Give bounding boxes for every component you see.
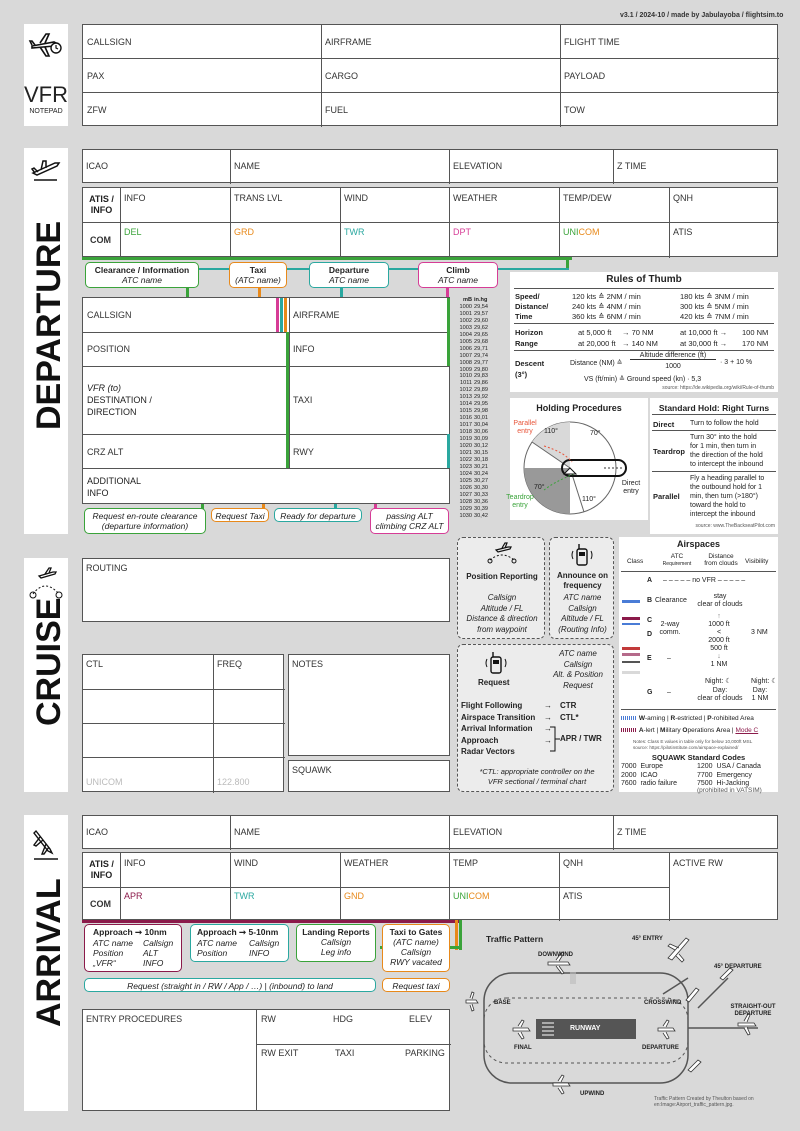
qnh-row: 1010 29,83 <box>459 373 488 380</box>
dep-wind-field[interactable]: WIND <box>344 193 368 203</box>
announce-frequency-card <box>549 537 614 639</box>
traffic-pattern <box>458 928 778 1118</box>
routing-label: ROUTING <box>86 563 128 573</box>
departure-main-grid <box>82 297 450 504</box>
qnh-row: 1027 30,33 <box>459 491 488 498</box>
departure-tag: Departure ATC name <box>309 262 389 288</box>
arr-name-field[interactable]: NAME <box>234 827 261 837</box>
airspace-legend-2: A-lert | Military Operations Area | Mode C <box>621 727 758 734</box>
qnh-row: 1018 30,06 <box>459 429 488 436</box>
airplane-clock-icon <box>28 30 64 60</box>
label-base: BASE <box>494 1000 511 1006</box>
squawk-codes-title: SQUAWK Standard Codes <box>651 753 746 762</box>
class-c: C <box>647 617 653 624</box>
squawk-label: SQUAWK <box>292 765 332 775</box>
rules-title: Rules of Thumb <box>606 274 682 285</box>
tow-field[interactable]: TOW <box>564 105 585 115</box>
request-taxi-arrival-pill: Request taxi <box>382 978 450 992</box>
dep-position-field[interactable]: POSITION <box>87 344 131 354</box>
dep-airframe-field[interactable]: AIRFRAME <box>293 310 340 320</box>
qnh-row: 1025 30,27 <box>459 477 488 484</box>
header-grid <box>82 24 778 126</box>
direct-key: Direct <box>653 420 675 429</box>
qnh-row: 1026 30,30 <box>459 484 488 491</box>
arr-elevation-field[interactable]: ELEVATION <box>453 827 503 837</box>
qnh-row: 1000 29,54 <box>459 303 488 310</box>
class-g-dash: – <box>667 689 671 696</box>
class-d: D <box>647 631 653 638</box>
traffic-pattern-diagram <box>458 928 778 1118</box>
class-a: A <box>647 577 653 584</box>
ctl-label: CTL <box>86 659 104 669</box>
elev-field[interactable]: ELEV <box>409 1014 433 1024</box>
passing-alt-pill: passing ALT climbing CRZ ALT <box>370 508 449 534</box>
radio-icon <box>570 543 594 567</box>
dep-rwy-field[interactable]: RWY <box>293 447 314 457</box>
arr-atis-freq[interactable]: ATIS <box>563 891 583 901</box>
descent-label: Descent (3°) <box>515 359 545 379</box>
logo-title: VFR <box>24 82 68 107</box>
takeoff-icon <box>29 153 63 183</box>
arr-active-rw-field[interactable]: ACTIVE RW <box>673 858 723 868</box>
qnh-row: 1006 29,71 <box>459 345 488 352</box>
qnh-row: 1020 30,12 <box>459 443 488 450</box>
horizon-values: at 5,000 ft → 70 NM at 10,000 ft → 100 NM at 20,000 ft → 140 NM at 30,000 ft → 170 NM <box>578 328 769 348</box>
dep-name-field[interactable]: NAME <box>234 161 261 171</box>
parking-field[interactable]: PARKING <box>405 1048 445 1058</box>
dep-qnh-field[interactable]: QNH <box>673 193 693 203</box>
label-crosswind: CROSSWIND <box>644 1000 682 1006</box>
entry-procedures-label: ENTRY PROCEDURES <box>86 1014 183 1024</box>
speed-label: Speed/ Distance/ Time <box>515 292 549 321</box>
logo-subtitle: NOTEPAD <box>29 108 63 115</box>
teardrop-key: Teardrop <box>653 447 685 456</box>
squawk-field[interactable] <box>288 760 450 792</box>
qnh-row: 1012 29,89 <box>459 387 488 394</box>
parallel-entry-label: Parallel entry <box>513 420 537 435</box>
squawk-codes-right: 1200 USA / Canada 7700 Emergency 7500 Hi-Jacking <box>697 763 761 787</box>
class-g-night1: Night: ☾ <box>705 678 732 685</box>
taxi-to-gates-tag: Taxi to Gates (ATC name) Callsign RWY vacated <box>382 924 450 972</box>
arr-twr-freq[interactable]: TWR <box>234 891 255 901</box>
dep-weather-field[interactable]: WEATHER <box>453 193 498 203</box>
dep-info-field[interactable]: INFO <box>124 193 146 203</box>
ready-departure-pill: Ready for departure <box>274 508 362 522</box>
label-downwind: DOWNWIND <box>538 952 573 958</box>
class-g-night2: Night: ☾ <box>751 678 778 685</box>
rules-of-thumb-panel <box>510 272 778 392</box>
horizon-label: Horizon Range <box>515 328 543 348</box>
taxi-arrival-field[interactable]: TAXI <box>335 1048 355 1058</box>
direct-entry-label: Direct entry <box>621 480 641 495</box>
rw-exit-field[interactable]: RW EXIT <box>261 1048 299 1058</box>
ctl-freq-table <box>82 654 284 792</box>
cruise-title: CRUISE <box>30 597 68 726</box>
dep-destination-field[interactable]: VFR (to) DESTINATION / DIRECTION <box>87 383 152 417</box>
descent-formula: Distance (NM) ≙ Altitude difference (ft) 1000 · 3 + 10 % <box>570 352 753 370</box>
angle-110-top: 110° <box>544 428 558 435</box>
qnh-row: 1014 29,95 <box>459 401 488 408</box>
fuel-field[interactable]: FUEL <box>325 105 349 115</box>
airspace-source: source: https://pilotinstitute.com/airspace-explained/ <box>633 745 739 750</box>
arr-atis-label: ATIS / INFO <box>89 859 114 880</box>
request-title: Request <box>478 678 510 687</box>
callsign-field[interactable]: CALLSIGN <box>87 37 132 47</box>
dep-com-label: COM <box>90 235 111 245</box>
dep-atis-label: ATIS / INFO <box>89 194 114 215</box>
dep-grd-freq[interactable]: GRD <box>234 227 254 237</box>
cruise-sidebar <box>24 558 68 792</box>
radio-icon-request <box>484 651 508 675</box>
qnh-row: 1029 30,39 <box>459 505 488 512</box>
request-taxi-pill: Request Taxi <box>211 508 269 522</box>
arr-wind-field[interactable]: WIND <box>234 858 258 868</box>
logo-panel <box>24 24 68 126</box>
qnh-row: 1030 30,42 <box>459 512 488 519</box>
departure-title: DEPARTURE <box>30 220 68 430</box>
pos-report-lines: Callsign Altitude / FL Distance & direction from waypoint <box>466 593 538 634</box>
holding-procedures-panel <box>506 398 648 520</box>
arr-info-field[interactable]: INFO <box>124 858 146 868</box>
class-b-req: Clearance <box>655 597 687 604</box>
dep-icao-field[interactable]: ICAO <box>86 161 109 171</box>
descent-vs: VS (ft/min) ≙ Ground speed (kn) · 5,3 <box>584 376 702 383</box>
teardrop-value: Turn 30° into the hold for 1 min, then turn in the direction of the hold to intercept the inbound <box>690 434 764 468</box>
qnh-row: 1015 29,98 <box>459 408 488 415</box>
arr-apr-freq[interactable]: APR <box>124 891 143 901</box>
angle-70-right: 70° <box>590 430 601 437</box>
dep-info2-field[interactable]: INFO <box>293 344 315 354</box>
qnh-row: 1005 29,68 <box>459 338 488 345</box>
class-g: G <box>647 689 653 696</box>
dep-elevation-field[interactable]: ELEVATION <box>453 161 503 171</box>
rules-source: source: https://de.wikipedia.org/wiki/Rule-of-thumb <box>662 385 774 391</box>
entry-procedures-field[interactable] <box>82 1009 258 1111</box>
rw-field[interactable]: RW <box>261 1014 276 1024</box>
angle-110-bottom: 110° <box>582 496 596 503</box>
class-g-day1: Day: clear of clouds <box>697 687 743 702</box>
class-cd-req: 2-way comm. <box>659 621 681 636</box>
payload-field[interactable]: PAYLOAD <box>564 71 606 81</box>
dep-callsign-field[interactable]: CALLSIGN <box>87 310 132 320</box>
squawk-codes-foot: (prohibited in VATSIM) <box>697 787 762 794</box>
label-runway: RUNWAY <box>570 1025 601 1032</box>
qnh-row: 1019 30,09 <box>459 436 488 443</box>
qnh-row: 1021 30,15 <box>459 449 488 456</box>
class-cde-vis: 3 NM <box>751 629 768 636</box>
pax-field[interactable]: PAX <box>87 71 105 81</box>
dep-del-freq[interactable]: DEL <box>124 227 142 237</box>
qnh-row: 1017 30,04 <box>459 422 488 429</box>
class-b-clouds: stay clear of clouds <box>697 593 743 608</box>
dep-taxi-field[interactable]: TAXI <box>293 395 313 405</box>
teardrop-entry-label: Teardrop entry <box>506 494 534 509</box>
class-e-dash: – <box>667 655 671 662</box>
qnh-row: 1022 30,18 <box>459 456 488 463</box>
qnh-row: 1003 29,62 <box>459 324 488 331</box>
runway-info-grid <box>256 1009 450 1111</box>
dep-trans-lvl-field[interactable]: TRANS LVL <box>234 193 283 203</box>
label-45-departure: 45° DEPARTURE <box>714 964 762 970</box>
dep-unicom-freq[interactable]: UNICOM <box>563 227 600 237</box>
dep-ztime-field[interactable]: Z TIME <box>617 161 647 171</box>
unicom-label: UNICOM <box>86 777 123 787</box>
qnh-row: 1008 29,77 <box>459 359 488 366</box>
position-reporting-card <box>457 537 545 639</box>
dep-atis-freq[interactable]: ATIS <box>673 227 693 237</box>
ctl-note: *CTL: appropriate controller on the VFR sectional / terminal chart <box>479 767 595 786</box>
approach-5-10nm-tag: Approach ➞ 5-10nm ATC name Position Callsign INFO <box>190 924 289 962</box>
dep-dpt-freq[interactable]: DPT <box>453 227 471 237</box>
holding-title: Holding Procedures <box>536 403 622 413</box>
airplane-path-icon <box>486 542 518 564</box>
freq-label: FREQ <box>217 659 243 669</box>
airspaces-panel <box>619 537 778 792</box>
clearance-tag: Clearance / Information ATC name <box>85 262 199 288</box>
traffic-credit: Traffic Pattern Created by Theulton based on en:Image:Airport_traffic_pattern.jpg. <box>654 1096 754 1108</box>
standard-hold-title: Standard Hold: Right Turns <box>658 403 770 413</box>
qnh-row: 1001 29,57 <box>459 310 488 317</box>
arr-gnd-freq[interactable]: GND <box>344 891 364 901</box>
class-b: B <box>647 597 653 604</box>
announce-title: Announce on frequency <box>556 571 609 590</box>
angle-70-left: 70° <box>534 484 545 491</box>
label-straight-out: STRAIGHT-OUT DEPARTURE <box>730 1004 776 1017</box>
announce-lines: ATC name Callsign Altitude / FL (Routing Info) <box>558 593 607 634</box>
squawk-codes-left: 7000 Europe 2000 ICAO 7600 radio failure <box>621 763 678 787</box>
label-upwind: UPWIND <box>580 1091 605 1097</box>
climb-tag: Climb ATC name <box>418 262 498 288</box>
direct-value: Turn to follow the hold <box>690 420 759 427</box>
dep-temp-dew-field[interactable]: TEMP/DEW <box>563 193 612 203</box>
departure-atis-com <box>82 187 778 257</box>
qnh-row: 1009 29,80 <box>459 366 488 373</box>
departure-airport-row <box>82 149 778 183</box>
airspace-header: Class ATC Requirement Distance from clouds Visibility <box>627 553 769 567</box>
traffic-pattern-title: Traffic Pattern <box>486 934 544 944</box>
arr-weather-field[interactable]: WEATHER <box>344 858 389 868</box>
class-cde-distance: ↑ 1000 ft < 2000 ft 500 ft ↓ 1 NM <box>708 613 730 668</box>
zfw-field[interactable]: ZFW <box>87 105 107 115</box>
departure-sidebar <box>24 148 68 534</box>
label-final: FINAL <box>514 1045 532 1051</box>
notes-field[interactable] <box>288 654 450 756</box>
pos-report-title: Position Reporting <box>466 572 538 581</box>
class-g-day2: Day: 1 NM <box>751 687 769 702</box>
airspaces-title: Airspaces <box>676 539 721 549</box>
qnh-table: mB in.hg 1000 29,54 1001 29,57 1002 29,60 1003 29,62 1004 29,65 1005 29,68 1006 29,71 1007 29,74 1008 29,77 1009 29,80 1010 29,83 1011 29,86 1012 29,89 1013 29,92 1014 29,95 1015 29,98 1016 30,01 1017 30,04 1018 30,06 1019 30,09 1020 30,12 1021 30,15 1022 30,18 1023 30,21 1024 30,24 1025 30,27 1026 30,30 1027 30,33 1028 30,36 1029 30,39 1030 30,42 <box>459 297 488 519</box>
approach-10nm-tag: Approach ➞ 10nm ATC name Position „VFR“ Callsign ALT INFO <box>84 924 182 972</box>
label-45-entry: 45° ENTRY <box>632 936 663 942</box>
notes-label: NOTES <box>292 659 324 669</box>
arr-ztime-field[interactable]: Z TIME <box>617 827 647 837</box>
version-credit: v3.1 / 2024-10 / made by Jabulayoba / flightsim.to <box>620 12 784 19</box>
request-lines: ATC name Callsign Alt. & Position Request <box>553 649 603 690</box>
qnh-row: 1016 30,01 <box>459 415 488 422</box>
request-enroute-pill: Request en-route clearance (departure information) <box>84 508 206 534</box>
arrival-atis-com <box>82 852 778 920</box>
class-e: E <box>647 655 652 662</box>
arr-temp-field[interactable]: TEMP <box>453 858 479 868</box>
dep-crz-alt-field[interactable]: CRZ ALT <box>87 447 124 457</box>
cargo-field[interactable]: CARGO <box>325 71 359 81</box>
flight-time-field[interactable]: FLIGHT TIME <box>564 37 620 47</box>
arr-unicom-freq[interactable]: UNICOM <box>453 891 490 901</box>
qnh-row: 1002 29,60 <box>459 317 488 324</box>
landing-icon <box>30 825 62 861</box>
airspace-legend-1: W-arning | R-estricted | P-rohibited Area <box>621 715 754 722</box>
dep-twr-freq[interactable]: TWR <box>344 227 365 237</box>
speed-values: 120 kts ≙ 2NM / min 180 kts ≙ 3NM / min 240 kts ≙ 4NM / min 300 kts ≙ 5NM / min 360 kts ≙ 6NM / min 420 kts ≙ 7NM / min <box>572 292 749 321</box>
qnh-row: 1023 30,21 <box>459 463 488 470</box>
request-target-apr: APR / TWR <box>560 734 602 743</box>
request-items: Flight Following Airspace Transition Arrival Information Approach Radar Vectors <box>461 701 536 756</box>
dep-additional-info-field[interactable]: ADDITIONAL INFO <box>87 476 142 498</box>
qnh-row: 1024 30,24 <box>459 470 488 477</box>
arr-qnh-field[interactable]: QNH <box>563 858 583 868</box>
arrival-sidebar <box>24 815 68 1111</box>
airframe-field[interactable]: AIRFRAME <box>325 37 372 47</box>
airspace-notes: Notes: Class E values in table only for below 10,000ft MSL <box>633 739 753 744</box>
hdg-field[interactable]: HDG <box>333 1014 353 1024</box>
qnh-row: 1028 30,36 <box>459 498 488 505</box>
qnh-row: 1011 29,86 <box>459 380 488 387</box>
class-a-novfr: – – – – – no VFR – – – – – <box>663 577 746 584</box>
landing-reports-tag: Landing Reports Callsign Leg info <box>296 924 376 962</box>
arrival-title: ARRIVAL <box>30 878 68 1027</box>
arr-com-label: COM <box>90 899 111 909</box>
parallel-key: Parallel <box>653 492 680 501</box>
taxi-tag: Taxi (ATC name) <box>229 262 287 288</box>
arrival-airport-row <box>82 815 778 849</box>
request-targets: CTR CTL* <box>560 701 579 722</box>
qnh-row: 1004 29,65 <box>459 331 488 338</box>
standard-hold-panel <box>650 398 778 534</box>
request-card: Request ATC name Callsign Alt. & Position Request Flight Following Airspace Transition Arrival Information Approach Radar Vectors → → → → CTR CTL* APR / TWR *CTL: appropriate controller on the VFR sectional / terminal chart <box>457 644 614 792</box>
qnh-row: 1013 29,92 <box>459 394 488 401</box>
request-to-land-pill: Request (straight in / RW / App / …) | (inbound) to land <box>84 978 376 992</box>
arr-icao-field[interactable]: ICAO <box>86 827 109 837</box>
parallel-value: Fly a heading parallel to the outbound hold for 1 min, then turn (>180°) toward the hold to intercept the inbound <box>690 475 765 518</box>
hold-source: source: www.TheBackseatPilot.com <box>695 523 775 529</box>
unicom-freq: 122.800 <box>217 777 250 787</box>
qnh-row: 1007 29,74 <box>459 352 488 359</box>
label-departure: DEPARTURE <box>642 1045 679 1051</box>
routing-field[interactable] <box>82 558 450 622</box>
